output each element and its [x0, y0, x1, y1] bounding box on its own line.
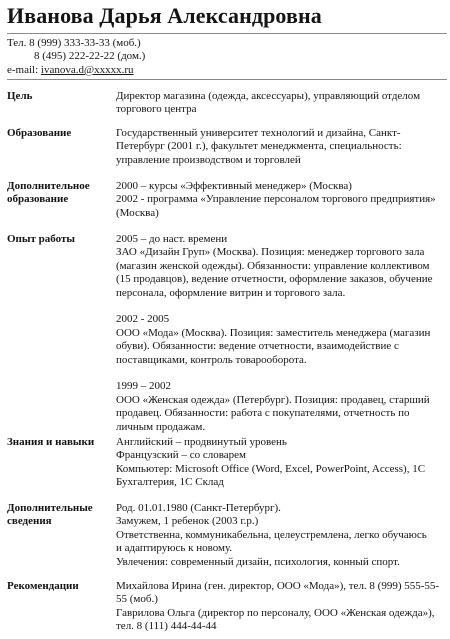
text-line: Бухгалтерия, 1С Склад: [116, 476, 224, 489]
text-line: 2002 - программа «Управление персоналом торгового предприятия»: [116, 193, 436, 206]
text-line: обуви). Обязанности: ведение отчетности, взаимодействие с: [116, 340, 399, 353]
text-line: Петербург (2001 г.), факультет менеджмента, специальность:: [116, 140, 402, 153]
text-line: Гаврилова Ольга (директор по персоналу, ООО «Женская одежда»),: [116, 606, 435, 619]
text-line: Михайлова Ирина (ген. директор, ООО «Мода»), тел. 8 (999) 555-55-: [116, 580, 440, 592]
section-body-references: [116, 580, 448, 634]
spacer: [116, 367, 448, 380]
section-label-experience: Опыт работы: [7, 233, 75, 245]
section-body-education: [116, 127, 448, 167]
label-line: образование: [7, 193, 69, 206]
text-line: 55 (моб.): [116, 593, 158, 606]
label-line: Дополнительное: [7, 180, 90, 192]
text-line: тел. 8 (111) 444-44-44: [116, 620, 217, 633]
text-line: и адаптируюсь к новому.: [116, 542, 233, 555]
text-line: (15 продавцов), ведение отчетности, оформление заказов, обучение: [116, 273, 433, 286]
section-body-goal: [116, 90, 448, 117]
text-line: Французский – со словарем: [116, 449, 246, 462]
job-period: 2005 – до наст. времени: [116, 233, 228, 245]
text-line: Английский – продвинутый уровень: [116, 436, 287, 448]
text-line: Государственный университет технологий и дизайна, Санкт-: [116, 127, 401, 139]
text-line: поставщиками, контроль товарооборота.: [116, 353, 307, 366]
phone-mobile: Тел. 8 (999) 333-33-33 (моб.): [7, 37, 141, 49]
section-body-additional-info: [116, 502, 448, 569]
header-divider: [7, 33, 447, 34]
section-label-goal: Цель: [7, 90, 33, 102]
contacts-divider: [7, 79, 447, 80]
label-line: Дополнительные: [7, 502, 93, 514]
text-line: Увлечения: современный дизайн, психология, конный спорт.: [116, 555, 400, 568]
text-line: Ответственна, коммуникабельна, целеустремлена, легко обучаюсь: [116, 528, 427, 541]
text-line: управление производством и торговлей: [116, 153, 301, 166]
section-label-references: Рекомендации: [7, 580, 79, 592]
text-line: 2000 – курсы «Эффективный менеджер» (Москва): [116, 180, 352, 192]
section-label-skills: Знания и навыки: [7, 436, 95, 448]
section-label-additional-info: [7, 502, 107, 529]
section-label-education: Образование: [7, 127, 72, 139]
job-period: 1999 – 2002: [116, 380, 171, 393]
section-body-additional-education: [116, 180, 448, 220]
text-line: (Москва): [116, 206, 159, 219]
text-line: торгового центра: [116, 103, 197, 116]
email-link[interactable]: ivanova.d@xxxxx.ru: [40, 63, 134, 76]
spacer: [116, 300, 448, 313]
job-period: 2002 - 2005: [116, 313, 170, 326]
text-line: ООО «Мода» (Москва). Позиция: заместитель менеджера (магазин: [116, 326, 431, 339]
candidate-name: Иванова Дарья Александровна: [7, 3, 322, 28]
text-line: ЗАО «Дизайн Груп» (Москва). Позиция: менеджер торгового зала: [116, 246, 425, 259]
section-body-experience: [116, 233, 448, 434]
label-line: сведения: [7, 515, 52, 528]
text-line: ООО «Женская одежда» (Петербург). Позиция: продавец, старший: [116, 393, 430, 406]
section-label-additional-education: [7, 180, 107, 207]
email-line: [7, 64, 145, 77]
text-line: Директор магазина (одежда, аксессуары), управляющий отделом: [116, 90, 421, 102]
text-line: Род. 01.01.1980 (Санкт-Петербург).: [116, 502, 281, 514]
email-label: e-mail:: [7, 63, 41, 76]
section-body-skills: [116, 436, 448, 490]
text-line: личным продажам.: [116, 420, 206, 433]
text-line: Компьютер: Microsoft Office (Word, Excel, PowerPoint, Access), 1С: [116, 462, 426, 475]
text-line: персонала, оформление витрин и торгового зала.: [116, 286, 346, 299]
contacts-block: [7, 37, 145, 77]
text-line: продавец. Обязанности: работа с покупателями, отчетность по: [116, 407, 410, 420]
phone-home: 8 (495) 222-22-22 (дом.): [34, 50, 146, 63]
text-line: (магазин женской одежды). Обязанности: управление коллективом: [116, 259, 430, 272]
text-line: Замужем, 1 ребенок (2003 г.р.): [116, 515, 259, 528]
